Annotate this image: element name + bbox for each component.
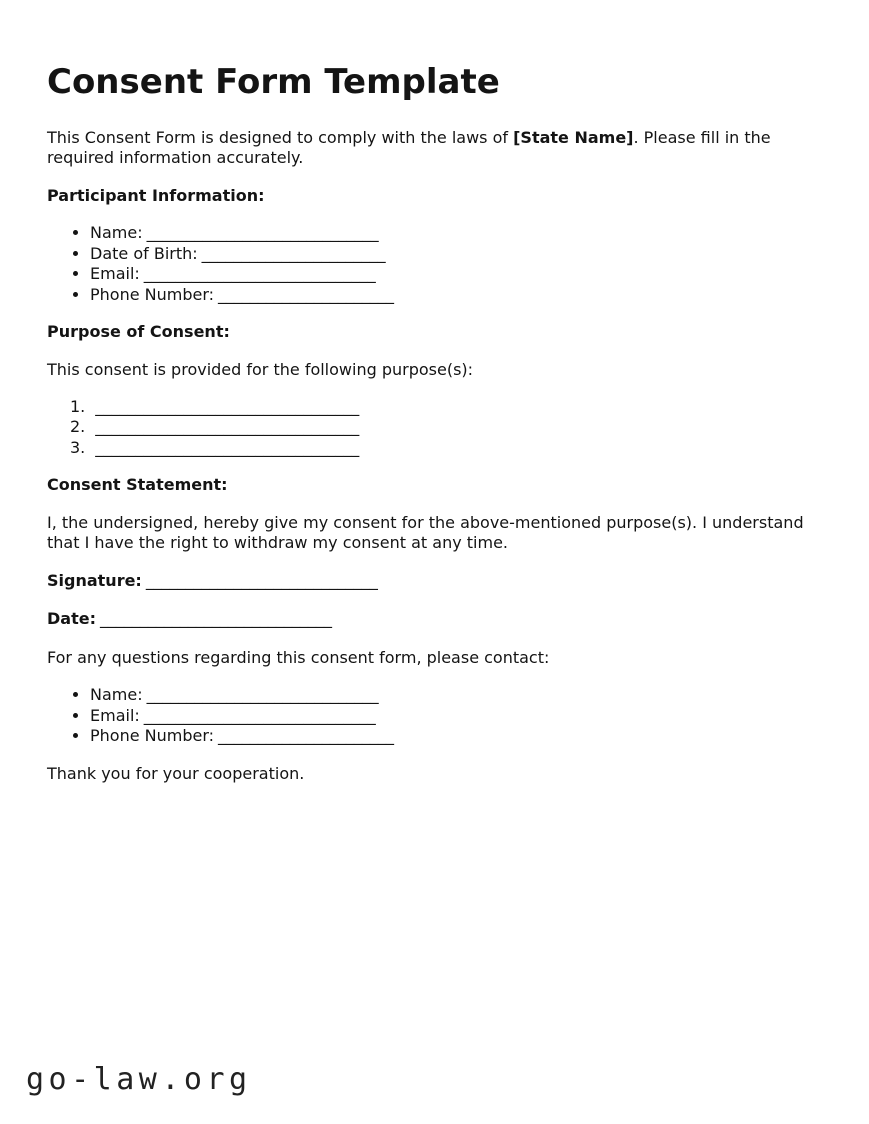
blank-line: _____________________________ bbox=[146, 685, 379, 705]
purpose-blank-2 bbox=[70, 417, 812, 437]
section-heading-purpose-of-consent: Purpose of Consent: bbox=[47, 322, 230, 342]
list-number: 1. bbox=[70, 397, 86, 417]
contact-field-name bbox=[90, 685, 812, 705]
field-label: Name: bbox=[90, 223, 143, 243]
participant-field-email bbox=[90, 264, 812, 284]
closing-text: Thank you for your cooperation. bbox=[47, 763, 305, 783]
signature-line bbox=[47, 571, 812, 591]
purpose-lead-text: This consent is provided for the following purpose(s): bbox=[47, 359, 474, 379]
section-heading-participant-information: Participant Information: bbox=[47, 185, 265, 205]
field-label: Email: bbox=[90, 705, 140, 725]
participant-field-phone-number bbox=[90, 285, 812, 305]
contact-field-email bbox=[90, 706, 812, 726]
blank-line: _______________________ bbox=[201, 243, 386, 263]
section-heading-consent-statement: Consent Statement: bbox=[47, 475, 228, 495]
contact-lead-text: For any questions regarding this consent form, please contact: bbox=[47, 647, 550, 667]
intro-text-before: This Consent Form is designed to comply with the laws of bbox=[47, 127, 514, 147]
blank-line: _____________________________ bbox=[143, 705, 376, 725]
blank-line: ______________________ bbox=[218, 284, 395, 304]
blank-line: _____________________________ bbox=[143, 264, 376, 284]
field-label: Phone Number: bbox=[90, 284, 215, 304]
contact-field-list bbox=[47, 685, 812, 746]
intro-text-after: . Please fill in the required information accurately. bbox=[47, 127, 771, 168]
field-label: Email: bbox=[90, 264, 140, 284]
blank-line: _____________________________ bbox=[99, 609, 332, 629]
consent-statement-body: I, the undersigned, hereby give my consent for the above-mentioned purpose(s). I understand that I have the right to withdraw my consent at any time. bbox=[47, 512, 804, 553]
participant-field-date-of-birth bbox=[90, 244, 812, 264]
participant-field-name bbox=[90, 223, 812, 243]
contact-field-phone-number bbox=[90, 726, 812, 746]
blank-line: _____________________________ bbox=[146, 223, 379, 243]
state-name-placeholder: [State Name] bbox=[513, 127, 634, 147]
purpose-blank-list bbox=[47, 397, 812, 458]
purpose-blank-3 bbox=[70, 438, 812, 458]
page-title: Consent Form Template bbox=[47, 62, 500, 102]
intro-paragraph bbox=[47, 128, 812, 169]
blank-line: _________________________________ bbox=[95, 417, 360, 437]
list-number: 3. bbox=[70, 437, 86, 457]
list-number: 2. bbox=[70, 417, 86, 437]
footer-watermark: go-law.org bbox=[26, 1062, 252, 1097]
blank-line: _____________________________ bbox=[145, 570, 378, 590]
blank-line: ______________________ bbox=[218, 726, 395, 746]
field-label: Name: bbox=[90, 685, 143, 705]
signature-label: Signature: bbox=[47, 570, 142, 590]
field-label: Date of Birth: bbox=[90, 243, 198, 263]
field-label: Phone Number: bbox=[90, 726, 215, 746]
date-line bbox=[47, 609, 812, 629]
purpose-blank-1 bbox=[70, 397, 812, 417]
participant-field-list bbox=[47, 223, 812, 305]
date-label: Date: bbox=[47, 609, 96, 629]
blank-line: _________________________________ bbox=[95, 397, 360, 417]
blank-line: _________________________________ bbox=[95, 437, 360, 457]
